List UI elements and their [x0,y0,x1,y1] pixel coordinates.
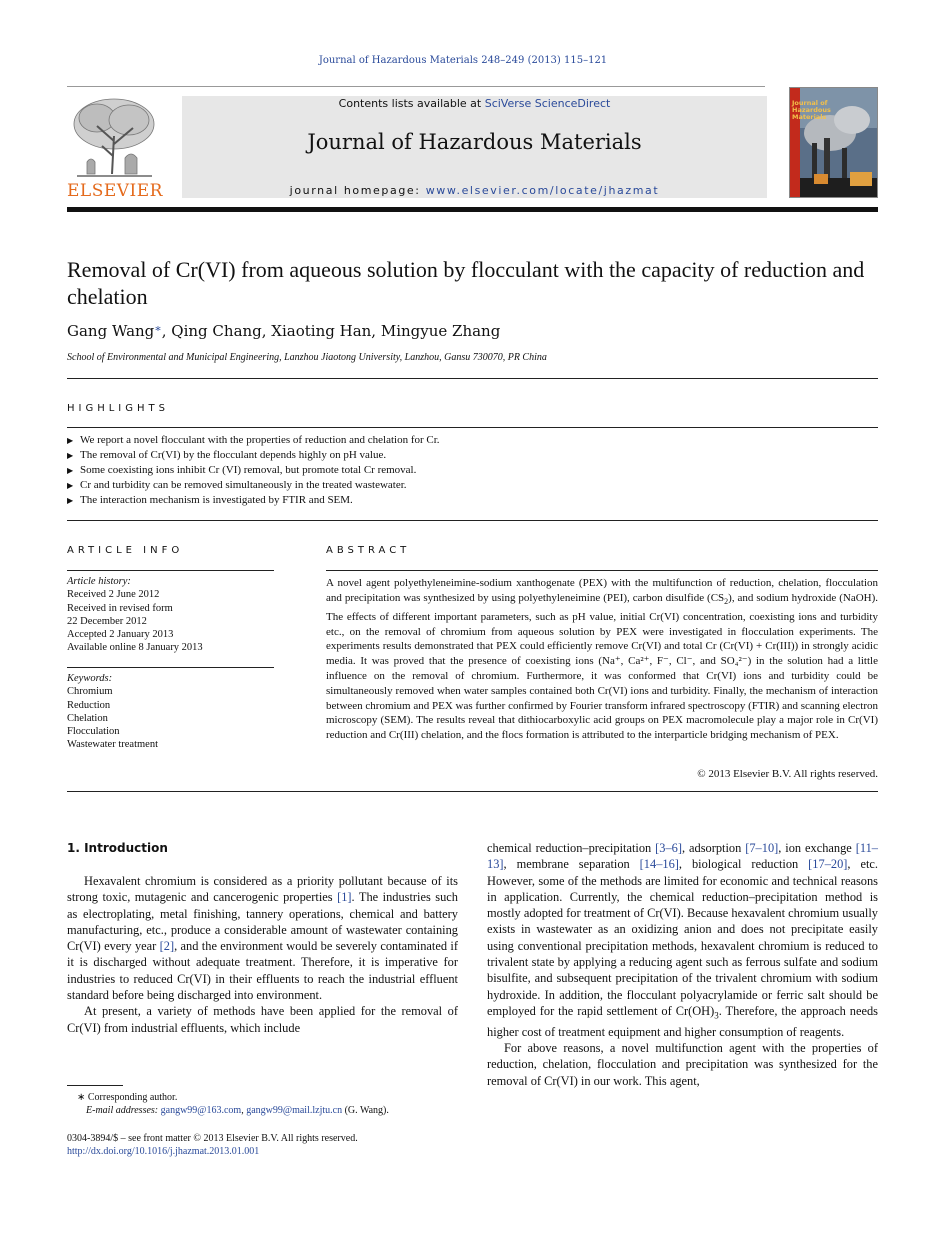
journal-cover-image [789,87,878,198]
text-run: , biological reduction [678,857,809,872]
history-item: Received in revised form [67,602,173,614]
email-separator: , [241,1105,247,1116]
formula-croh3: Cr(OH) [675,1003,715,1018]
email-label: E-mail addresses: [86,1105,161,1116]
text-run: . Therefore, the approach needs higher cost of treatment equipment and higher consumption of reagents. [487,1003,878,1039]
highlights-list [67,433,878,508]
abstract-part: A novel agent polyethyleneimine-sodium xanthogenate (PEX) with the multifunction of reduction, chelation, flocculation and precipitation was synthesized by using polyethyleneimine (PEI), carbon disulfide ( [326,577,878,604]
paragraph: At present, a variety of methods have been applied for the removal of Cr(VI) from industrial effluents, which include [67,1004,458,1035]
highlight-item: ▶ We report a novel flocculant with the properties of reduction and chelation for Cr. [67,433,878,448]
article-info-heading: ARTICLE INFO [67,545,184,556]
highlight-item: ▶ Some coexisting ions inhibit Cr (VI) removal, but promote total Cr removal. [67,463,878,478]
author-list [67,322,500,340]
keyword: Reduction [67,699,111,711]
keyword: Chelation [67,712,108,724]
highlight-item: ▶ The removal of Cr(VI) by the flocculant depends highly on pH value. [67,448,878,463]
text-run: , adsorption [682,841,746,855]
text-run: , and the environment would be severely contaminated if it is discharged without adequate treatment. Therefore, it is imperative for industries to reduced Cr(VI) in their effluents to reach the industrial effluent standard before being discharged into environment. [67,939,458,1003]
reference-link[interactable]: [3–6] [655,841,682,855]
section-heading-introduction: 1. Introduction [67,841,168,855]
highlights-heading: HIGHLIGHTS [67,403,169,414]
abstract-text [326,576,878,743]
divider [326,570,878,571]
formula-cs2: CS [710,591,725,604]
body-column-left [67,873,458,1036]
journal-citation[interactable]: Journal of Hazardous Materials 248–249 (2013) 115–121 [318,55,608,66]
text-run: chemical reduction–precipitation [487,841,656,855]
reference-link[interactable]: [1] [337,890,352,905]
ion-list: Na⁺, Ca²⁺, F⁻, Cl⁻, and SO₄²⁻ [602,655,748,668]
homepage-link[interactable]: www.elsevier.com/locate/jhazmat [425,184,660,197]
reference-link[interactable]: [14–16] [639,857,679,872]
author-name[interactable]: Gang Wang [67,322,155,340]
highlight-item: ▶ Cr and turbidity can be removed simultaneously in the treated wastewater. [67,478,878,493]
text-run: . The industries such as electroplating, metal finishing, tannery operations, chemical and battery manufacturing, etc., produce a considerable amount of wastewater containing Cr(VI) every year [67,890,459,954]
doi-link[interactable]: http://dx.doi.org/10.1016/j.jhazmat.2013.01.001 [67,1146,260,1157]
journal-homepage [182,184,767,197]
email-link[interactable]: gangw99@mail.lzjtu.cn [246,1105,343,1116]
paragraph [487,840,878,1040]
highlight-item: ▶ The interaction mechanism is investigated by FTIR and SEM. [67,493,878,508]
cover-title-text: Journal of Hazardous Materials [792,99,831,121]
body-column-right [487,840,878,1089]
journal-title: Journal of Hazardous Materials [307,130,642,154]
contents-prefix: Contents lists available at [338,97,485,110]
email-note [86,1104,389,1117]
history-label: Article history: [67,576,131,587]
divider [67,791,878,792]
divider [67,378,878,379]
homepage-prefix: journal homepage: [289,184,426,197]
keywords [67,672,274,752]
divider [67,667,274,668]
divider [67,427,878,428]
copyright-notice: © 2013 Elsevier B.V. All rights reserved. [697,768,878,780]
reference-link[interactable]: [7–10] [745,841,779,855]
reference-link[interactable]: [17–20] [808,857,848,872]
reference-link[interactable]: [2] [159,939,175,954]
keywords-label: Keywords: [67,673,113,684]
header-thick-rule [67,207,878,212]
history-item: 22 December 2012 [67,615,147,627]
text-run: , etc. However, some of the methods are limited for economic and technical reasons in application. Currently, the chemical reduction–precipitation method is mostly adopted for treatment of Cr(VI). Because hexavalent chromium usually exists in wastewater as an oxidizing anion and does not precipitate easily using conventional precipitation methods, hexavalent chromium is reduced to trivalent state by applying a reducing agent such as ferrous sulfate and sodium bisulfite, and subsequent precipitation of the trivalent chromium with sodium hydroxide. In addition, the flocculant polyacrylamide or ferric salt should be employed for the rapid settlement of [487,857,878,1018]
paragraph [67,873,458,1003]
history-item: Received 2 June 2012 [67,589,160,601]
abstract-part: ), and sodium hydroxide (NaOH). The effects of different important parameters, such as pH value, initial Cr(VI) concentration, coexisting ions and turbidity etc., on the removal of chromium from aqueous solution by PEX were investigated in flocculation experiments. The experiments results demonstrated that PEX could efficiently remove Cr(VI) and total Cr (Cr(VI) + Cr(III)) in strongly acidic media. It was proved that the presence of coexisting ions ( [326,591,878,668]
formula-subscript: 3 [714,1010,719,1021]
divider [67,520,878,521]
text-run: , membrane separation [503,857,640,872]
history-item: Available online 8 January 2013 [67,642,203,654]
issn-line: 0304-3894/$ – see front matter © 2013 Elsevier B.V. All rights reserved. [67,1133,358,1144]
text-run: , ion exchange [778,841,856,855]
corresponding-author-note: ∗ Corresponding author. [77,1092,178,1103]
keyword: Chromium [67,686,113,698]
contents-line [182,97,767,110]
author-names-rest: , Qing Chang, Xiaoting Han, Mingyue Zhang [161,322,501,340]
email-link[interactable]: gangw99@163.com [160,1105,242,1116]
reference-link[interactable]: [11–13] [487,841,878,872]
footnote-rule [67,1085,123,1086]
divider [67,570,274,571]
keyword: Flocculation [67,726,120,738]
header-top-rule [67,86,765,87]
affiliation: School of Environmental and Municipal Engineering, Lanzhou Jiaotong University, Lanzhou, Gansu 730070, PR China [67,352,547,363]
abstract-part: ) in the solution had a little influence on the removal of chromium. Furthermore, it was conformed that Cr(VI) ions and turbidity could be simultaneously removed when water samples contained both Cr(VI) ions and turbidity. Finally, the mechanism of interaction between chromium and PEX was further confirmed by Fourier transform infrared spectroscopy (FTIR) and scanning electron microscopy (SEM). The results reveal that dithiocarboxylic acid groups on PEX macromolecule play a major role in Cr(VI) reduction and Cr(III) chelation, and the flocs formation is attributed to the interparticle bridging mechanism of PEX. [326,655,878,742]
corresponding-author-mark[interactable]: ∗ [154,322,162,335]
formula-subscript: 2 [724,596,729,606]
elsevier-wordmark: ELSEVIER [67,181,163,201]
article-history [67,575,274,655]
keyword: Wastewater treatment [67,739,158,751]
history-item: Accepted 2 January 2013 [67,629,174,641]
email-suffix: (G. Wang). [342,1105,389,1116]
abstract-heading: ABSTRACT [326,545,411,556]
paragraph: For above reasons, a novel multifunction agent with the properties of reduction, chelation, flocculation and precipitation was synthesized for the removal of Cr(VI) in our work. This agent, [487,1041,878,1088]
text-run: Hexavalent chromium is considered as a priority pollutant because of its strong toxic, mutagenic and cancerogenic properties [67,874,458,905]
sciencedirect-link[interactable]: SciVerse ScienceDirect [484,97,611,110]
article-title: Removal of Cr(VI) from aqueous solution by flocculant with the capacity of reduction and chelation [67,257,865,309]
